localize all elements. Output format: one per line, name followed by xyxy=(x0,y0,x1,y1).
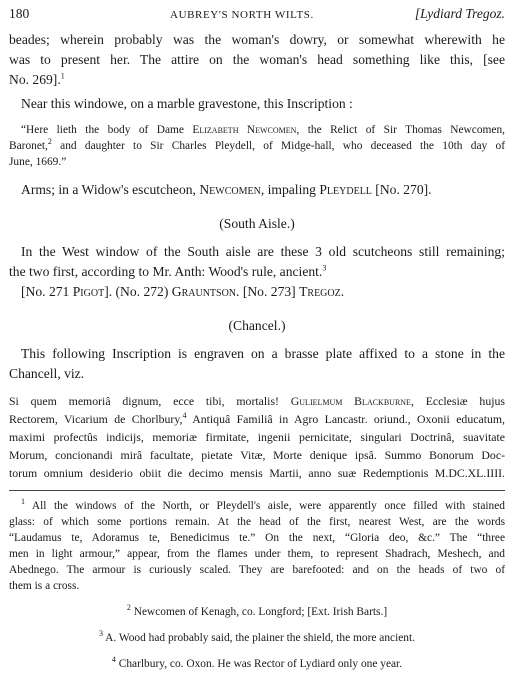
footnote-mark: 2 xyxy=(126,603,131,613)
paragraph-west-window xyxy=(9,242,505,262)
name-smallcaps: Pigot xyxy=(72,284,105,299)
text-span: Baronet, xyxy=(9,140,48,152)
heading-chancel: (Chancel.) xyxy=(228,318,286,333)
running-header xyxy=(9,6,505,30)
footnote-1 xyxy=(9,498,505,514)
paragraph-brass-cont: Chancell, viz. xyxy=(9,366,85,381)
text-span: Si quem memoriâ dignum, ecce tibi, mortalis! xyxy=(9,394,291,408)
footnote-divider xyxy=(9,490,505,491)
text-span: and daughter to Sir Charles Pleydell, of Midge-hall, who deceased the 10th day of xyxy=(51,140,505,152)
text-span: All the windows of the North, or Pleydell's aisle, were apparently once filled with stained xyxy=(25,500,505,512)
footnote-2 xyxy=(9,604,505,620)
footnote-4 xyxy=(9,656,505,672)
text-span: Arms; in a Widow's escutcheon, xyxy=(21,182,200,197)
text-span: . xyxy=(340,284,345,299)
text-line xyxy=(21,498,505,514)
text-span: . [No. 273] xyxy=(236,284,300,299)
running-title: AUBREY'S NORTH WILTS. xyxy=(170,9,314,21)
running-place: [Lydiard Tregoz. xyxy=(414,6,505,21)
text-line: In the West window of the South aisle are these 3 old scutcheons still remaining; xyxy=(21,244,505,259)
text-line xyxy=(9,72,65,87)
text-line xyxy=(9,138,505,154)
text-span: [No. 271 xyxy=(21,284,73,299)
paragraph-beades xyxy=(9,30,505,90)
name-smallcaps: Grauntson xyxy=(171,284,237,299)
footnote-ref: 3 xyxy=(322,263,327,273)
text-span: Charlbury, co. Oxon. He was Rector of Lydiard only one year. xyxy=(115,658,403,670)
text-span: No. 269]. xyxy=(9,72,61,87)
name-smallcaps: Newcomen xyxy=(199,182,261,197)
text-span: ]. (No. 272) xyxy=(104,284,172,299)
text-line: Abednego. The armour is curiously scaled. They are barefooted: and on the heads of two of xyxy=(9,564,505,576)
page-number: 180 xyxy=(9,6,30,21)
text-line xyxy=(9,392,505,410)
footnote-3 xyxy=(9,630,505,646)
text-line xyxy=(9,410,505,428)
footnote-mark: 1 xyxy=(21,497,25,507)
text-span: , Ecclesiæ hujus xyxy=(410,394,505,408)
paragraph-brass xyxy=(9,344,505,364)
text-line: torum omnium desiderio obiit die decimo mensis Martii, anno suæ Redemptionis M.DC.XL.IIII. xyxy=(9,466,505,480)
paragraph-arms xyxy=(9,180,505,200)
text-span: A. Wood had probably said, the plainer the shield, the more ancient. xyxy=(102,632,416,644)
footnote-mark: 3 xyxy=(98,629,103,639)
text-span: Rectorem, Vicarium de Chorlbury, xyxy=(9,412,183,426)
text-line: them is a cross. xyxy=(9,580,80,592)
text-line: glass: of which some portions remain. At the head of the first, nearest West, are the words xyxy=(9,516,505,528)
text-span: , the Relict of Sir Thomas Newcomen, xyxy=(296,124,505,136)
heading-south-aisle: (South Aisle.) xyxy=(219,216,295,231)
text-span: Newcomen of Kenagh, co. Longford; [Ext. Irish Barts.] xyxy=(130,606,388,618)
text-line xyxy=(21,122,505,138)
paragraph-scutcheons xyxy=(9,282,505,302)
footnote-mark: 4 xyxy=(111,655,116,665)
footnote-ref: 1 xyxy=(60,71,65,81)
name-smallcaps: Tregoz xyxy=(299,284,341,299)
footnote-ref: 2 xyxy=(47,137,52,147)
book-page xyxy=(9,6,505,672)
name-smallcaps: Gulielmum Blackburne xyxy=(290,394,411,408)
text-span: [No. 270]. xyxy=(371,182,432,197)
inscription-newcomen-cont xyxy=(9,138,505,170)
text-line: This following Inscription is engraven on a brasse plate affixed to a stone in the xyxy=(21,346,505,361)
text-span: Antiquâ Familiâ in Agro Lancastr. oriund., Oxonii educatum, xyxy=(186,412,505,426)
text-line: was to present her. The attire on the woman's head something like this, [see xyxy=(9,52,505,67)
paragraph-gravestone: Near this windowe, on a marble gravestone, this Inscription : xyxy=(21,96,353,111)
text-span: the two first, according to Mr. Anth: Wood's rule, ancient. xyxy=(9,264,323,279)
text-line: June, 1669.” xyxy=(9,156,67,168)
inscription-newcomen xyxy=(9,122,505,138)
footnotes xyxy=(9,498,505,672)
text-line: maximi profectûs indicijs, memoriæ firmitate, ingenii pernicitate, singulari Doctrinâ, suavitate xyxy=(9,430,505,444)
latin-inscription xyxy=(9,392,505,482)
text-line: men in light armour,” appear, from the flames under them, to represent Shadrach, Meshech, and xyxy=(9,548,505,560)
text-span: “Here lieth the body of Dame xyxy=(21,124,193,136)
paragraph-west-window-cont xyxy=(9,262,505,282)
text-line: “Laudamus te, Adoramus te, Benedicimus te.” On the next, “Gloria deo, &c.” The “three xyxy=(9,532,505,544)
name-smallcaps: Elizabeth Newcomen xyxy=(192,124,297,136)
footnote-ref: 4 xyxy=(182,411,187,421)
text-line: beades; wherein probably was the woman's dowry, or somewhat wherewith he xyxy=(9,32,505,47)
text-span: , impaling xyxy=(260,182,320,197)
footnote-1-cont xyxy=(9,514,505,594)
text-line: Morum, concionandi mirâ facultate, pietate Vitæ, Morte denique ipsâ. Summo Bonorum Doc- xyxy=(9,448,505,462)
name-smallcaps: Pleydell xyxy=(319,182,372,197)
